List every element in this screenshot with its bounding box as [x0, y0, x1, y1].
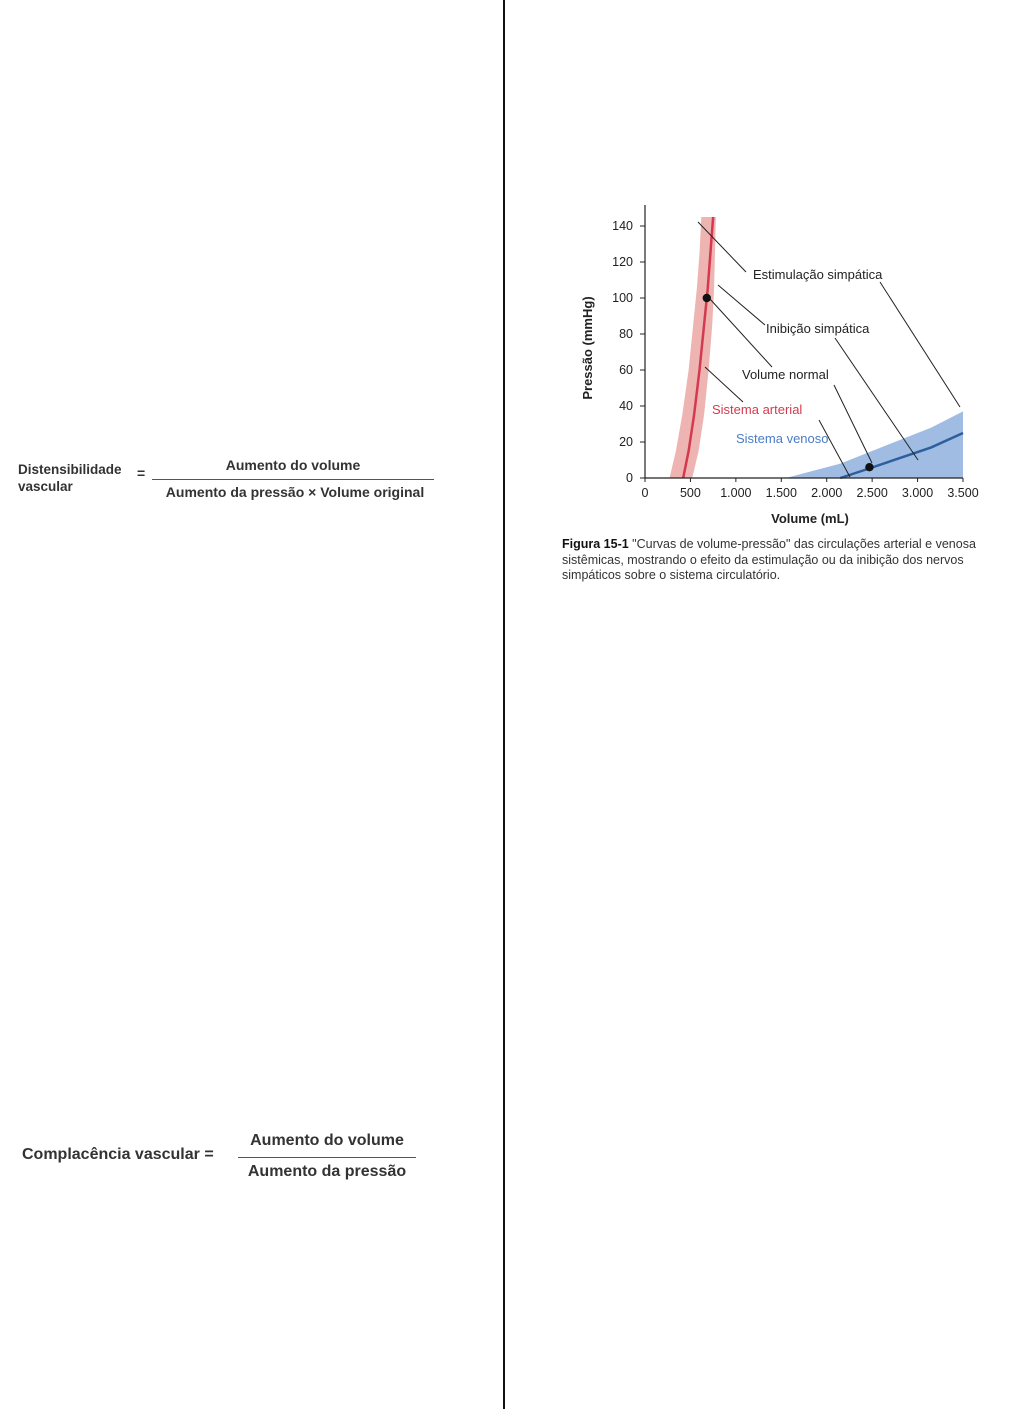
arterial-band — [670, 217, 716, 478]
arterial-normal-point — [703, 294, 711, 302]
compliance-numerator: Aumento do volume — [250, 1132, 404, 1149]
compliance-label: Complacência vascular = — [22, 1146, 214, 1163]
anno-sistema-venoso: Sistema venoso — [736, 431, 829, 446]
distensibility-numerator: Aumento do volume — [225, 457, 361, 473]
x-tick-label-1500: 1.500 — [765, 486, 797, 500]
y-tick-label-80: 80 — [619, 327, 633, 341]
x-tick-label-500: 500 — [679, 486, 701, 500]
figure-caption — [562, 537, 1006, 584]
leader-volume-normal-2 — [834, 385, 872, 463]
x-tick-label-2500: 2.500 — [856, 486, 888, 500]
column-divider — [503, 0, 505, 1409]
distensibility-label-line2: vascular — [18, 479, 73, 494]
y-tick-label-140: 140 — [612, 219, 633, 233]
anno-estimulacao: Estimulação simpática — [753, 267, 883, 282]
y-axis-title: Pressão (mmHg) — [580, 296, 595, 400]
volume-pressure-chart — [560, 195, 1000, 533]
x-tick-label-0: 0 — [641, 486, 649, 500]
y-tick-label-60: 60 — [619, 363, 633, 377]
distensibility-fraction-bar — [152, 479, 434, 480]
anno-sistema-arterial: Sistema arterial — [712, 402, 803, 417]
leader-inibicao-1 — [718, 285, 765, 325]
distensibility-label — [18, 461, 122, 495]
leader-sistema-arterial — [705, 367, 743, 402]
compliance-denominator: Aumento da pressão — [247, 1163, 407, 1180]
leader-volume-normal-1 — [710, 299, 772, 367]
y-tick-label-0: 0 — [626, 471, 633, 485]
anno-volume-normal: Volume normal — [742, 367, 829, 382]
leader-inibicao-2 — [835, 338, 918, 460]
y-tick-label-40: 40 — [619, 399, 633, 413]
distensibility-denominator: Aumento da pressão × Volume original — [165, 484, 425, 500]
x-tick-label-1000: 1.000 — [720, 486, 752, 500]
x-tick-label-3000: 3.000 — [901, 486, 934, 500]
y-tick-label-20: 20 — [619, 435, 633, 449]
anno-inibicao: Inibição simpática — [766, 321, 870, 336]
x-axis-title: Volume (mL) — [771, 511, 849, 526]
distensibility-equals: = — [137, 465, 146, 481]
x-tick-label-3500: 3.500 — [947, 486, 979, 500]
caption-text: "Curvas de volume-pressão" das circulações arterial e venosa sistêmicas, mostrando o efeito da estimulação ou da inibição dos nervos simpáticos sobre o sistema circulatório. — [562, 537, 976, 582]
y-tick-label-100: 100 — [612, 291, 633, 305]
caption-figure-number: Figura 15-1 — [562, 537, 629, 551]
leader-estimulacao-2 — [880, 282, 960, 407]
y-tick-label-120: 120 — [612, 255, 633, 269]
x-tick-label-2000: 2.000 — [811, 486, 843, 500]
venous-normal-point — [865, 463, 873, 471]
compliance-fraction-bar — [238, 1157, 416, 1158]
distensibility-label-line1: Distensibilidade — [18, 462, 122, 477]
